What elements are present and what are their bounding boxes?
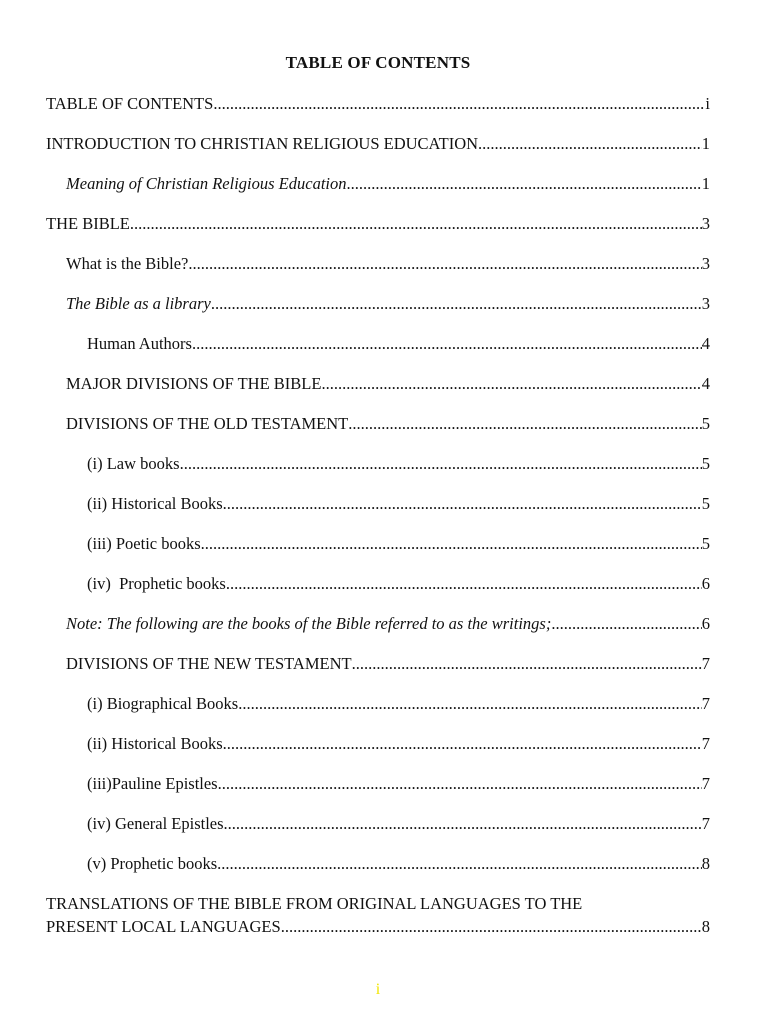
toc-entry-ot-historical-books[interactable] [87,492,710,532]
dot-leader [281,915,702,938]
toc-entry-label: What is the Bible? [66,254,189,273]
dot-leader [348,412,702,436]
toc-entry-page: 5 [701,454,710,473]
toc-entry-pauline-epistles[interactable] [87,772,710,812]
toc-entry-nt-prophetic-books[interactable] [87,852,710,892]
dot-leader [130,212,702,236]
toc-entry-label: The Bible as a library [66,294,211,313]
toc-entry-label: (iv) General Epistles [87,814,224,833]
toc-entry-label-line1: TRANSLATIONS OF THE BIBLE FROM ORIGINAL LANGUAGES TO THE [46,894,583,913]
toc-entry-page: 4 [701,334,710,353]
dot-leader [321,372,701,396]
dot-leader [217,852,702,876]
toc-entry-general-epistles[interactable] [87,812,710,852]
dot-leader [224,812,702,836]
toc-entry-label: THE BIBLE [46,214,130,233]
toc-list [0,92,768,938]
toc-entry-page: 1 [701,174,710,193]
dot-leader [238,692,702,716]
toc-entry-nt-historical-books[interactable] [87,732,710,772]
toc-heading: TABLE OF CONTENTS [285,53,471,72]
toc-entry-table-of-contents[interactable] [46,92,710,132]
toc-entry-page: 7 [701,734,710,753]
toc-entry-ot-prophetic-books[interactable] [87,572,710,612]
footer-page-number: i [375,981,381,998]
dot-leader [201,532,702,556]
dot-leader [352,652,702,676]
toc-entry-page: 8 [701,854,710,873]
toc-entry-page: i [705,94,710,113]
toc-entry-label: (ii) Historical Books [87,494,223,513]
toc-entry-biographical-books[interactable] [87,692,710,732]
toc-entry-page: 5 [701,494,710,513]
toc-entry-label: (i) Biographical Books [87,694,239,713]
toc-entry-page: 3 [701,254,710,273]
toc-entry-label: (v) Prophetic books [87,854,218,873]
toc-entry-new-testament-divisions[interactable] [66,652,710,692]
toc-entry-translations[interactable] [46,892,710,938]
toc-entry-line2 [46,915,710,938]
toc-entry-label: Note: The following are the books of the Bible referred to as the writings; [66,614,552,633]
toc-entry-label: (iv) Prophetic books [87,574,226,593]
toc-entry-label: (iii) Poetic books [87,534,201,553]
toc-entry-page: 7 [701,814,710,833]
toc-entry-page: 7 [701,774,710,793]
dot-leader [188,252,701,276]
toc-entry-the-bible[interactable] [46,212,710,252]
toc-entry-label: TABLE OF CONTENTS [46,94,214,113]
toc-entry-meaning-of-cre[interactable] [66,172,710,212]
toc-entry-poetic-books[interactable] [87,532,710,572]
dot-leader [223,732,702,756]
toc-entry-label: DIVISIONS OF THE OLD TESTAMENT [66,414,349,433]
toc-entry-label: (ii) Historical Books [87,734,223,753]
dot-leader [192,332,702,356]
toc-entry-label: DIVISIONS OF THE NEW TESTAMENT [66,654,352,673]
toc-entry-page: 7 [701,694,710,713]
toc-entry-page: 1 [701,134,710,153]
toc-entry-page: 3 [701,214,710,233]
toc-entry-page: 6 [701,614,710,633]
dot-leader [223,492,702,516]
toc-entry-page: 8 [701,917,710,936]
dot-leader [478,132,702,156]
toc-entry-law-books[interactable] [87,452,710,492]
toc-entry-label: (iii)Pauline Epistles [87,774,218,793]
toc-entry-label: (i) Law books [87,454,180,473]
toc-entry-human-authors[interactable] [87,332,710,372]
toc-entry-page: 5 [701,414,710,433]
toc-entry-introduction[interactable] [46,132,710,172]
toc-entry-page: 3 [701,294,710,313]
toc-entry-label-line2: PRESENT LOCAL LANGUAGES [46,917,281,936]
toc-entry-page: 7 [701,654,710,673]
toc-entry-page: 6 [701,574,710,593]
toc-entry-page: 5 [701,534,710,553]
dot-leader [218,772,702,796]
dot-leader [226,572,702,596]
toc-entry-label: Meaning of Christian Religious Education [66,174,347,193]
dot-leader [180,452,702,476]
dot-leader [211,292,702,316]
dot-leader [551,612,701,636]
toc-entry-note-writings[interactable] [66,612,710,652]
toc-entry-what-is-the-bible[interactable] [66,252,710,292]
toc-entry-old-testament-divisions[interactable] [66,412,710,452]
dot-leader [213,92,705,116]
toc-entry-label: MAJOR DIVISIONS OF THE BIBLE [66,374,322,393]
dot-leader [346,172,701,196]
toc-entry-bible-as-library[interactable] [66,292,710,332]
toc-entry-major-divisions[interactable] [66,372,710,412]
toc-entry-label: INTRODUCTION TO CHRISTIAN RELIGIOUS EDUCATION [46,134,479,153]
toc-entry-label: Human Authors [87,334,192,353]
toc-entry-page: 4 [701,374,710,393]
